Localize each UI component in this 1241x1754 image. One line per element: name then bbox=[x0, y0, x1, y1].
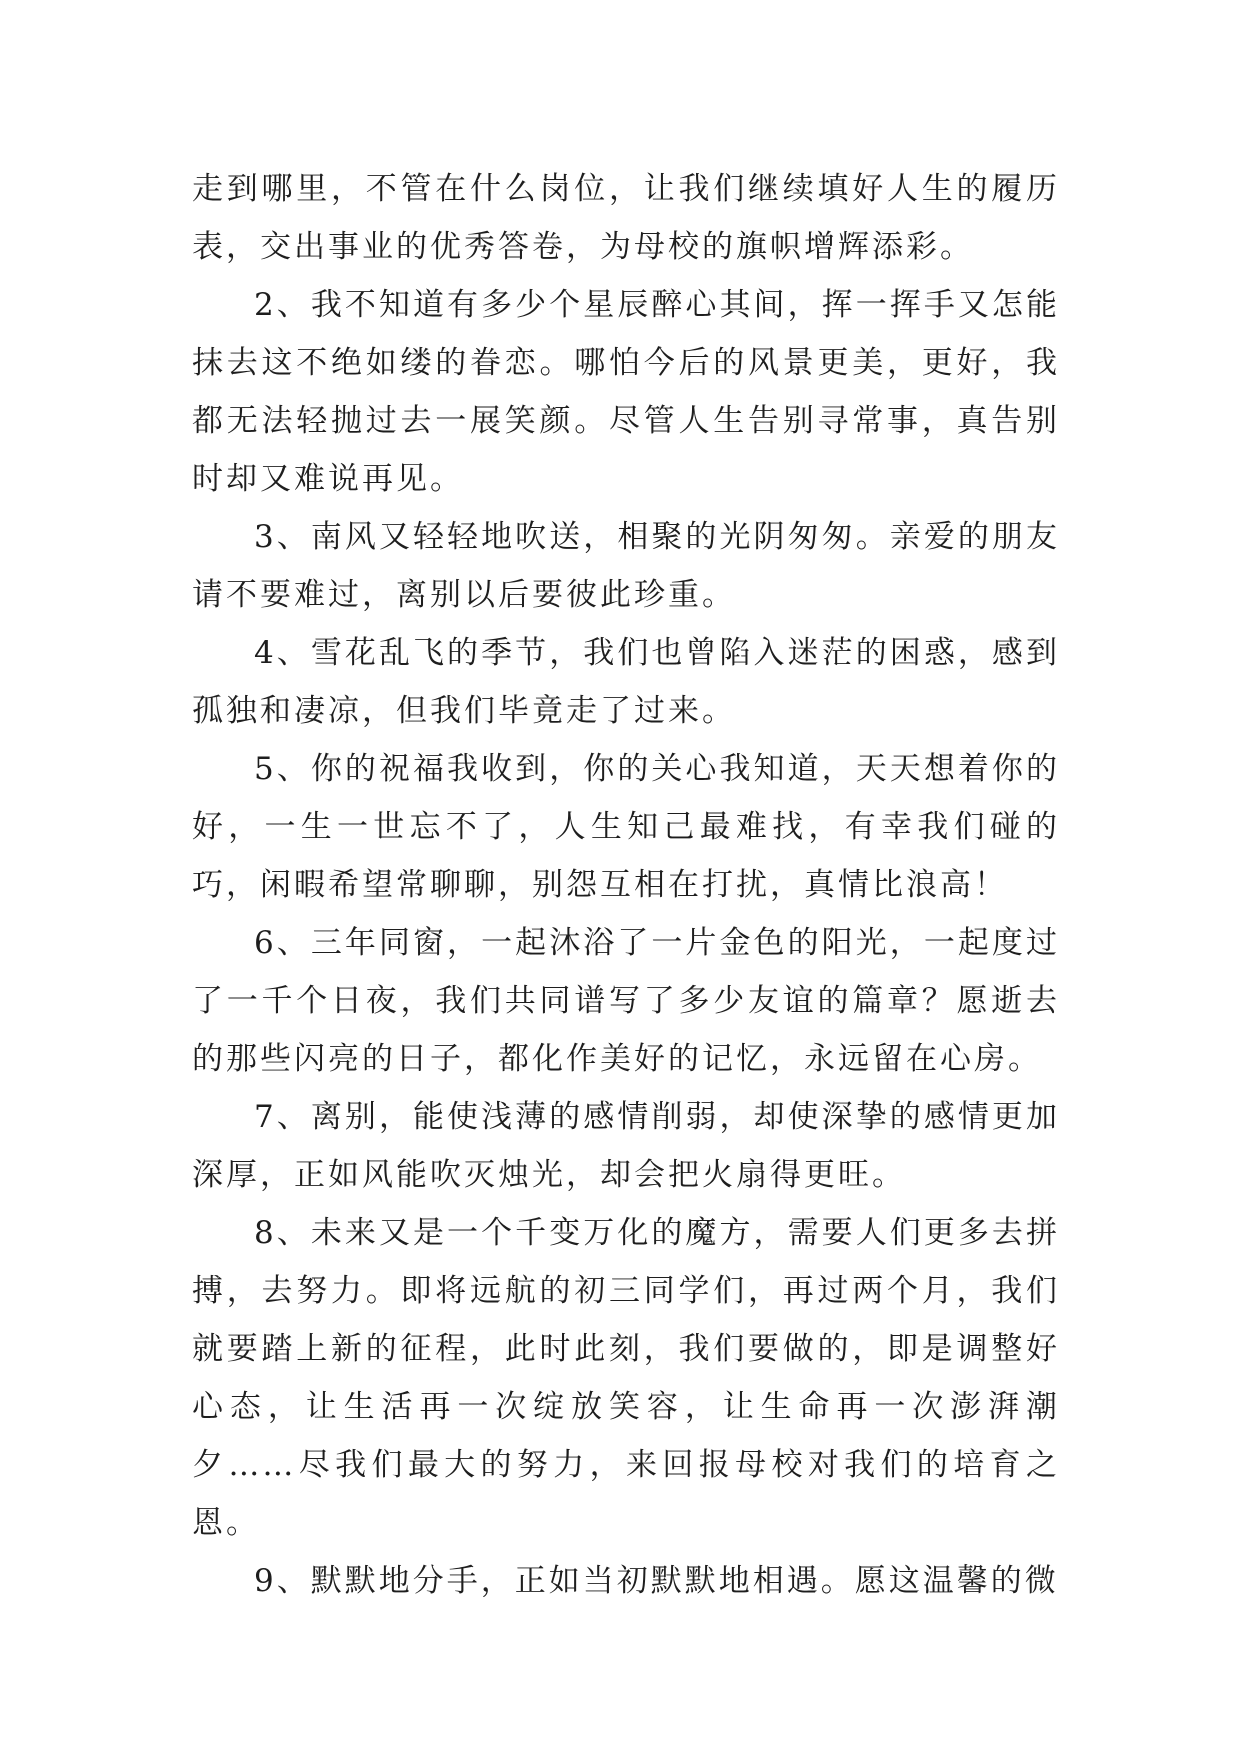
paragraph-4: 4、雪花乱飞的季节，我们也曾陷入迷茫的困惑，感到孤独和凄凉，但我们毕竟走了过来。 bbox=[192, 635, 1060, 729]
paragraph-7: 7、离别，能使浅薄的感情削弱，却使深挚的感情更加深厚，正如风能吹灭烛光，却会把火扇得更旺。 bbox=[192, 1099, 1060, 1193]
document-body bbox=[192, 160, 1060, 1610]
paragraph-2: 2、我不知道有多少个星辰醉心其间，挥一挥手又怎能抹去这不绝如缕的眷恋。哪怕今后的风景更美，更好，我都无法轻抛过去一展笑颜。尽管人生告别寻常事，真告别时却又难说再见。 bbox=[192, 287, 1060, 497]
paragraph-continued: 走到哪里，不管在什么岗位，让我们继续填好人生的履历表，交出事业的优秀答卷，为母校的旗帜增辉添彩。 bbox=[192, 171, 1060, 265]
paragraph-5: 5、你的祝福我收到，你的关心我知道，天天想着你的好，一生一世忘不了，人生知己最难找，有幸我们碰的巧，闲暇希望常聊聊，别怨互相在打扰，真情比浪高！ bbox=[192, 751, 1060, 903]
paragraph-6: 6、三年同窗，一起沐浴了一片金色的阳光，一起度过了一千个日夜，我们共同谱写了多少友谊的篇章？愿逝去的那些闪亮的日子，都化作美好的记忆，永远留在心房。 bbox=[192, 925, 1060, 1077]
paragraph-3: 3、南风又轻轻地吹送，相聚的光阴匆匆。亲爱的朋友请不要难过，离别以后要彼此珍重。 bbox=[192, 519, 1060, 613]
paragraph-9: 9、默默地分手，正如当初默默地相遇。愿这温馨的微 bbox=[254, 1563, 1059, 1599]
paragraph-8: 8、未来又是一个千变万化的魔方，需要人们更多去拼搏，去努力。即将远航的初三同学们，再过两个月，我们就要踏上新的征程，此时此刻，我们要做的，即是调整好心态，让生活再一次绽放笑容，让生命再一次澎湃潮夕……尽我们最大的努力，来回报母校对我们的培育之恩。 bbox=[192, 1215, 1060, 1541]
